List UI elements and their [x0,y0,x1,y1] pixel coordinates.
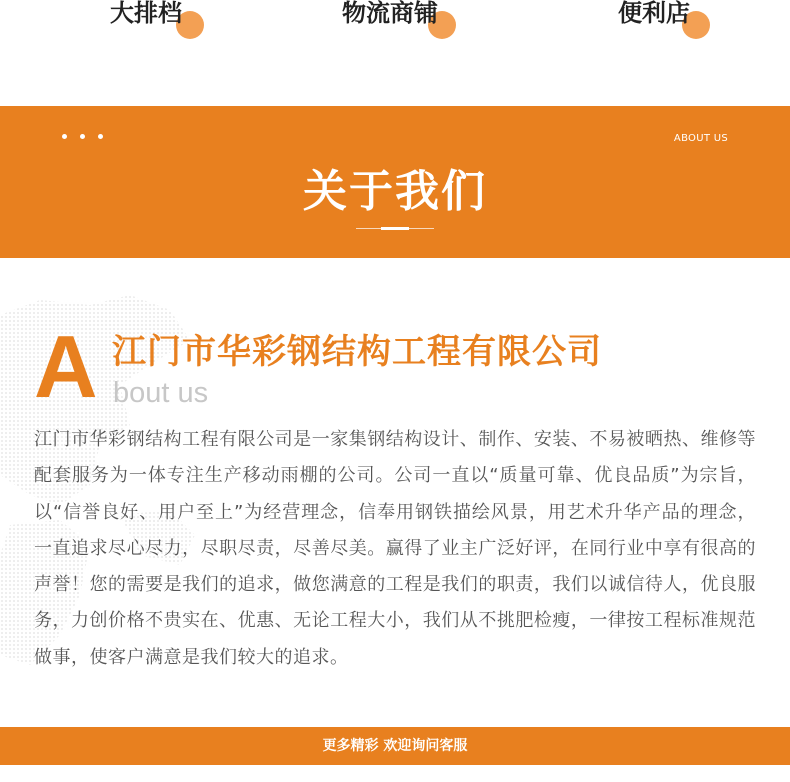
title-underline-thick [381,227,409,230]
bout-us-subtitle: bout us [113,377,209,409]
footer-text: 更多精彩 欢迎询问客服 [322,738,468,754]
about-us-small-label: ABOUT US [673,133,728,144]
category-label: 大排档 [110,0,182,27]
company-intro-paragraph: 江门市华彩钢结构工程有限公司是一家集钢结构设计、制作、安装、不易被晒热、维修等配套服务为一体专注生产移动雨棚的公司。公司一直以“质量可靠、优良品质”为宗旨，以“信誉良好、用户至上”为经营理念，信奉用钢铁描绘风景，用艺术升华产品的理念，一直追求尽心尽力，尽职尽责，尽善尽美。赢得了业主广泛好评，在同行业中享有很高的声誉！您的需要是我们的追求，做您满意的工程是我们的职责，我们以诚信待人，优良服务，力创价格不贵实在、优惠、无论工程大小，我们从不挑肥检瘦，一律按工程标准规范做事，使客户满意是我们较大的追求。 [34,429,756,668]
footer-bar[interactable] [0,727,790,765]
category-label: 便利店 [618,0,690,27]
about-banner [0,106,790,258]
category-strip [0,0,790,106]
company-name: 江门市华彩钢结构工程有限公司 [112,332,602,372]
category-label: 物流商铺 [342,0,438,27]
banner-title: 关于我们 [303,166,487,217]
big-letter-a: A [34,317,98,416]
